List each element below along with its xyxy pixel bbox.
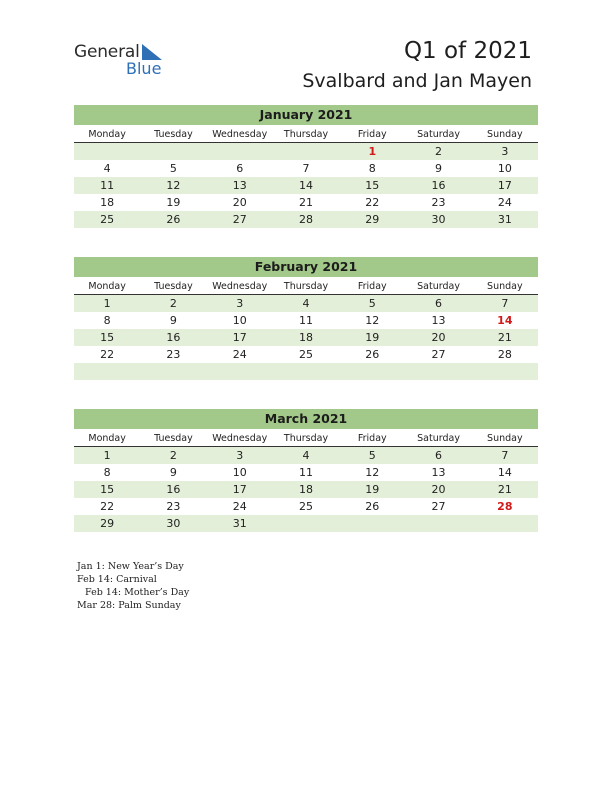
- empty-day-cell: [472, 515, 538, 532]
- week-row: [74, 312, 538, 329]
- day-cell: 21: [298, 196, 313, 209]
- day-cell: 30: [166, 517, 181, 530]
- day-cell: 15: [365, 179, 380, 192]
- weekday-label: Wednesday: [212, 433, 268, 444]
- day-cell: 4: [103, 162, 111, 175]
- day-cell: 8: [368, 162, 376, 175]
- day-cell: 18: [298, 483, 313, 496]
- day-cell: 2: [169, 449, 177, 462]
- month-title: March 2021: [74, 409, 538, 429]
- weekday-label: Tuesday: [154, 281, 193, 292]
- day-cell: 27: [431, 500, 446, 513]
- empty-day-cell: [207, 143, 273, 160]
- day-cell: 31: [232, 517, 247, 530]
- day-cell: 9: [435, 162, 443, 175]
- day-cell: 1: [103, 449, 111, 462]
- empty-day-cell: [74, 143, 140, 160]
- empty-day-cell: [140, 363, 206, 380]
- day-cell: 10: [232, 314, 247, 327]
- day-cell: 24: [232, 500, 247, 513]
- day-cell: 31: [497, 213, 512, 226]
- day-cell: 20: [232, 196, 247, 209]
- holiday-note: Feb 14: Carnival: [77, 574, 157, 585]
- holiday-note: Feb 14: Mother’s Day: [85, 587, 190, 598]
- week-row: [74, 464, 538, 481]
- day-cell: 27: [232, 213, 247, 226]
- week-row: [74, 515, 538, 532]
- day-cell: 1: [103, 297, 111, 310]
- weekday-label: Monday: [88, 281, 126, 292]
- day-cell: 12: [365, 466, 380, 479]
- empty-day-cell: [74, 363, 140, 380]
- day-cell: 18: [298, 331, 313, 344]
- month-calendar: [74, 105, 538, 228]
- month-title: February 2021: [74, 257, 538, 277]
- day-cell: 22: [365, 196, 380, 209]
- week-row: [74, 346, 538, 363]
- weekday-label: Thursday: [283, 281, 329, 292]
- weekday-label: Friday: [357, 433, 387, 444]
- weekday-header-row: [74, 429, 538, 447]
- logo-text-blue: Blue: [126, 59, 162, 78]
- empty-day-cell: [405, 515, 471, 532]
- day-cell: 26: [166, 213, 181, 226]
- day-cell: 30: [431, 213, 446, 226]
- day-cell: 9: [169, 314, 177, 327]
- empty-day-cell: [405, 363, 471, 380]
- day-cell: 7: [501, 297, 509, 310]
- weekday-label: Sunday: [487, 129, 523, 140]
- day-cell: 4: [302, 449, 310, 462]
- day-cell: 22: [100, 500, 115, 513]
- day-cell: 19: [166, 196, 181, 209]
- week-row: [74, 447, 538, 464]
- day-cell: 16: [166, 483, 181, 496]
- day-cell: 11: [298, 314, 313, 327]
- day-cell: 18: [100, 196, 115, 209]
- day-cell: 22: [100, 348, 115, 361]
- logo-text-general: General: [74, 42, 140, 62]
- day-cell: 6: [435, 297, 443, 310]
- holiday-note: Jan 1: New Year’s Day: [77, 561, 184, 572]
- day-cell: 21: [497, 483, 512, 496]
- day-cell: 24: [497, 196, 512, 209]
- empty-day-cell: [207, 363, 273, 380]
- month-calendar: [74, 409, 538, 532]
- day-cell: 4: [302, 297, 310, 310]
- weekday-label: Tuesday: [154, 129, 193, 140]
- day-cell: 8: [103, 466, 111, 479]
- weekday-label: Saturday: [417, 129, 460, 140]
- day-cell: 11: [100, 179, 115, 192]
- week-row: [74, 177, 538, 194]
- weekday-label: Wednesday: [212, 281, 268, 292]
- holiday-note: Mar 28: Palm Sunday: [77, 600, 181, 611]
- week-row: [74, 363, 538, 380]
- day-cell: 15: [100, 331, 115, 344]
- day-cell: 20: [431, 331, 446, 344]
- day-cell: 23: [166, 348, 181, 361]
- weekday-label: Wednesday: [212, 129, 268, 140]
- day-cell: 12: [365, 314, 380, 327]
- day-cell: 12: [166, 179, 181, 192]
- day-cell: 17: [232, 331, 247, 344]
- day-cell: 28: [497, 500, 513, 513]
- day-cell: 3: [236, 297, 244, 310]
- day-cell: 5: [169, 162, 177, 175]
- day-cell: 21: [497, 331, 512, 344]
- day-cell: 29: [365, 213, 380, 226]
- day-cell: 28: [497, 348, 512, 361]
- weekday-header-row: [74, 277, 538, 295]
- empty-day-cell: [339, 363, 405, 380]
- day-cell: 13: [431, 314, 446, 327]
- weekday-label: Thursday: [283, 129, 329, 140]
- day-cell: 16: [166, 331, 181, 344]
- day-cell: 17: [497, 179, 512, 192]
- day-cell: 19: [365, 331, 380, 344]
- country-name: Svalbard and Jan Mayen: [302, 70, 532, 92]
- day-cell: 24: [232, 348, 247, 361]
- weekday-label: Monday: [88, 129, 126, 140]
- day-cell: 6: [435, 449, 443, 462]
- day-cell: 6: [236, 162, 244, 175]
- logo-flag-icon: [142, 44, 162, 60]
- weekday-label: Sunday: [487, 433, 523, 444]
- day-cell: 14: [298, 179, 313, 192]
- day-cell: 25: [298, 500, 313, 513]
- day-cell: 5: [368, 449, 376, 462]
- day-cell: 20: [431, 483, 446, 496]
- day-cell: 25: [298, 348, 313, 361]
- day-cell: 13: [431, 466, 446, 479]
- day-cell: 15: [100, 483, 115, 496]
- weekday-label: Sunday: [487, 281, 523, 292]
- day-cell: 1: [368, 145, 377, 158]
- empty-day-cell: [472, 363, 538, 380]
- day-cell: 8: [103, 314, 111, 327]
- day-cell: 14: [497, 466, 512, 479]
- weekday-label: Saturday: [417, 433, 460, 444]
- day-cell: 16: [431, 179, 446, 192]
- empty-day-cell: [339, 515, 405, 532]
- day-cell: 26: [365, 500, 380, 513]
- holiday-notes: [77, 560, 189, 612]
- day-cell: 17: [232, 483, 247, 496]
- month-title: January 2021: [74, 105, 538, 125]
- day-cell: 29: [100, 517, 115, 530]
- month-calendar: [74, 257, 538, 380]
- weekday-label: Friday: [357, 281, 387, 292]
- day-cell: 23: [431, 196, 446, 209]
- weekday-label: Saturday: [417, 281, 460, 292]
- page-title: Q1 of 2021: [403, 38, 532, 64]
- day-cell: 2: [169, 297, 177, 310]
- week-row: [74, 481, 538, 498]
- empty-day-cell: [273, 515, 339, 532]
- weekday-label: Thursday: [283, 433, 329, 444]
- day-cell: 11: [298, 466, 313, 479]
- day-cell: 25: [100, 213, 115, 226]
- day-cell: 19: [365, 483, 380, 496]
- week-row: [74, 160, 538, 177]
- weekday-header-row: [74, 125, 538, 143]
- empty-day-cell: [273, 143, 339, 160]
- day-cell: 9: [169, 466, 177, 479]
- weekday-label: Tuesday: [154, 433, 193, 444]
- week-row: [74, 295, 538, 312]
- day-cell: 13: [232, 179, 247, 192]
- day-cell: 10: [497, 162, 512, 175]
- week-row: [74, 143, 538, 160]
- day-cell: 23: [166, 500, 181, 513]
- day-cell: 28: [298, 213, 313, 226]
- week-row: [74, 329, 538, 346]
- day-cell: 2: [435, 145, 443, 158]
- empty-day-cell: [140, 143, 206, 160]
- day-cell: 7: [302, 162, 310, 175]
- weekday-label: Friday: [357, 129, 387, 140]
- logo: [74, 42, 174, 78]
- day-cell: 27: [431, 348, 446, 361]
- day-cell: 7: [501, 449, 509, 462]
- empty-day-cell: [273, 363, 339, 380]
- week-row: [74, 211, 538, 228]
- day-cell: 3: [501, 145, 509, 158]
- weekday-label: Monday: [88, 433, 126, 444]
- day-cell: 3: [236, 449, 244, 462]
- day-cell: 5: [368, 297, 376, 310]
- day-cell: 14: [497, 314, 513, 327]
- day-cell: 26: [365, 348, 380, 361]
- day-cell: 10: [232, 466, 247, 479]
- week-row: [74, 498, 538, 515]
- week-row: [74, 194, 538, 211]
